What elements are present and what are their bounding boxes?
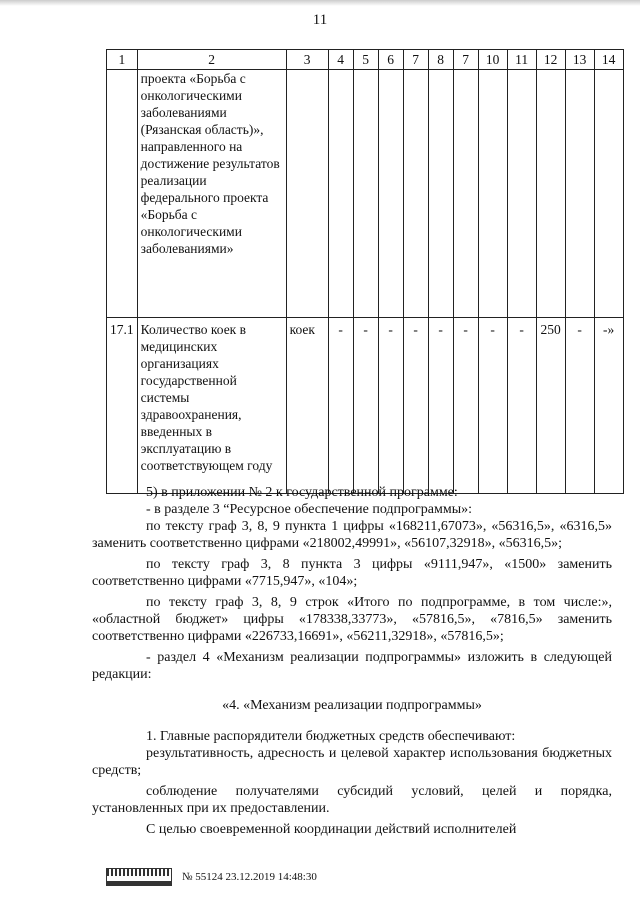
- table-cell: [328, 70, 353, 318]
- page-number: 11: [312, 12, 328, 28]
- section-heading: «4. «Механизм реализации подпрограммы»: [222, 698, 482, 713]
- header-cell: 12: [536, 50, 565, 70]
- row-description: Количество коек в медицинских организациях государственной системы здравоохранения, введенных в эксплуатацию в соответствующем году: [137, 318, 286, 494]
- table-cell: -: [507, 318, 536, 494]
- header-cell: 11: [507, 50, 536, 70]
- header-cell: 10: [478, 50, 507, 70]
- paragraph: по тексту граф 3, 8, 9 строк «Итого по подпрограмме, в том числе:», «областной бюджет» цифры «178338,33773», «57816,5», «7816,5» заменить соответственно цифрами «226733,16691», «56211,32918», «57816,5»;: [92, 595, 612, 644]
- table-cell: -: [428, 318, 453, 494]
- paragraph: - в разделе 3 “Ресурсное обеспечение подпрограммы»:: [146, 502, 472, 517]
- table-cell: [453, 70, 478, 318]
- paragraph: по тексту граф 3, 8, 9 пункта 1 цифры «168211,67073», «56316,5», «6316,5» заменить соответственно цифрами «218002,49991», «56107,32918», «56316,5»;: [92, 519, 612, 551]
- paragraph: С целью своевременной координации действий исполнителей: [146, 822, 517, 837]
- table-cell: -»: [594, 318, 623, 494]
- table-cell: [428, 70, 453, 318]
- row-unit: коек: [286, 318, 328, 494]
- header-cell: 1: [107, 50, 138, 70]
- table-cell: [507, 70, 536, 318]
- table-cell: [378, 70, 403, 318]
- paragraph: результативность, адресность и целевой характер использования бюджетных средств;: [92, 746, 612, 778]
- registry-stamp-icon: [106, 868, 172, 886]
- paragraph: соблюдение получателями субсидий условий, целей и порядка, установленных при их предоставлении.: [92, 784, 612, 816]
- header-cell: 7: [453, 50, 478, 70]
- table-row: [107, 318, 624, 494]
- header-cell: 4: [328, 50, 353, 70]
- table-cell: -: [478, 318, 507, 494]
- header-cell: 2: [137, 50, 286, 70]
- table-cell: -: [403, 318, 428, 494]
- table-cell: [536, 70, 565, 318]
- scan-top-edge: [0, 0, 640, 6]
- header-cell: 7: [403, 50, 428, 70]
- table-cell: -: [565, 318, 594, 494]
- table-cell: [594, 70, 623, 318]
- header-cell: 6: [378, 50, 403, 70]
- row-unit: [286, 70, 328, 318]
- header-cell: 5: [353, 50, 378, 70]
- header-cell: 3: [286, 50, 328, 70]
- table-cell: -: [378, 318, 403, 494]
- row-description: проекта «Борьба с онкологическими заболеваниями (Рязанская область)», направленного на достижение результатов реализации федерального проекта «Борьба с онкологическими заболеваниями»: [137, 70, 286, 318]
- table-row: [107, 70, 624, 318]
- table-cell: -: [453, 318, 478, 494]
- document-body: [92, 484, 612, 838]
- row-number: [107, 70, 138, 318]
- table-cell: 250: [536, 318, 565, 494]
- registration-footer: [106, 868, 317, 886]
- paragraph: 5) в приложении № 2 к государственной программе:: [146, 485, 458, 500]
- table-cell: -: [353, 318, 378, 494]
- table-cell: [353, 70, 378, 318]
- table-cell: -: [328, 318, 353, 494]
- paragraph: - раздел 4 «Механизм реализации подпрограммы» изложить в следующей редакции:: [92, 650, 612, 682]
- table-cell: [478, 70, 507, 318]
- row-number: 17.1: [107, 318, 138, 494]
- data-table: [106, 49, 624, 494]
- table-cell: [565, 70, 594, 318]
- registration-number: № 55124 23.12.2019 14:48:30: [182, 871, 317, 883]
- header-cell: 14: [594, 50, 623, 70]
- header-cell: 8: [428, 50, 453, 70]
- table-header-row: [107, 50, 624, 70]
- paragraph: 1. Главные распорядители бюджетных средств обеспечивают:: [146, 729, 516, 744]
- header-cell: 13: [565, 50, 594, 70]
- paragraph: по тексту граф 3, 8 пункта 3 цифры «9111,947», «1500» заменить соответственно цифрами «7715,947», «104»;: [92, 557, 612, 589]
- table-cell: [403, 70, 428, 318]
